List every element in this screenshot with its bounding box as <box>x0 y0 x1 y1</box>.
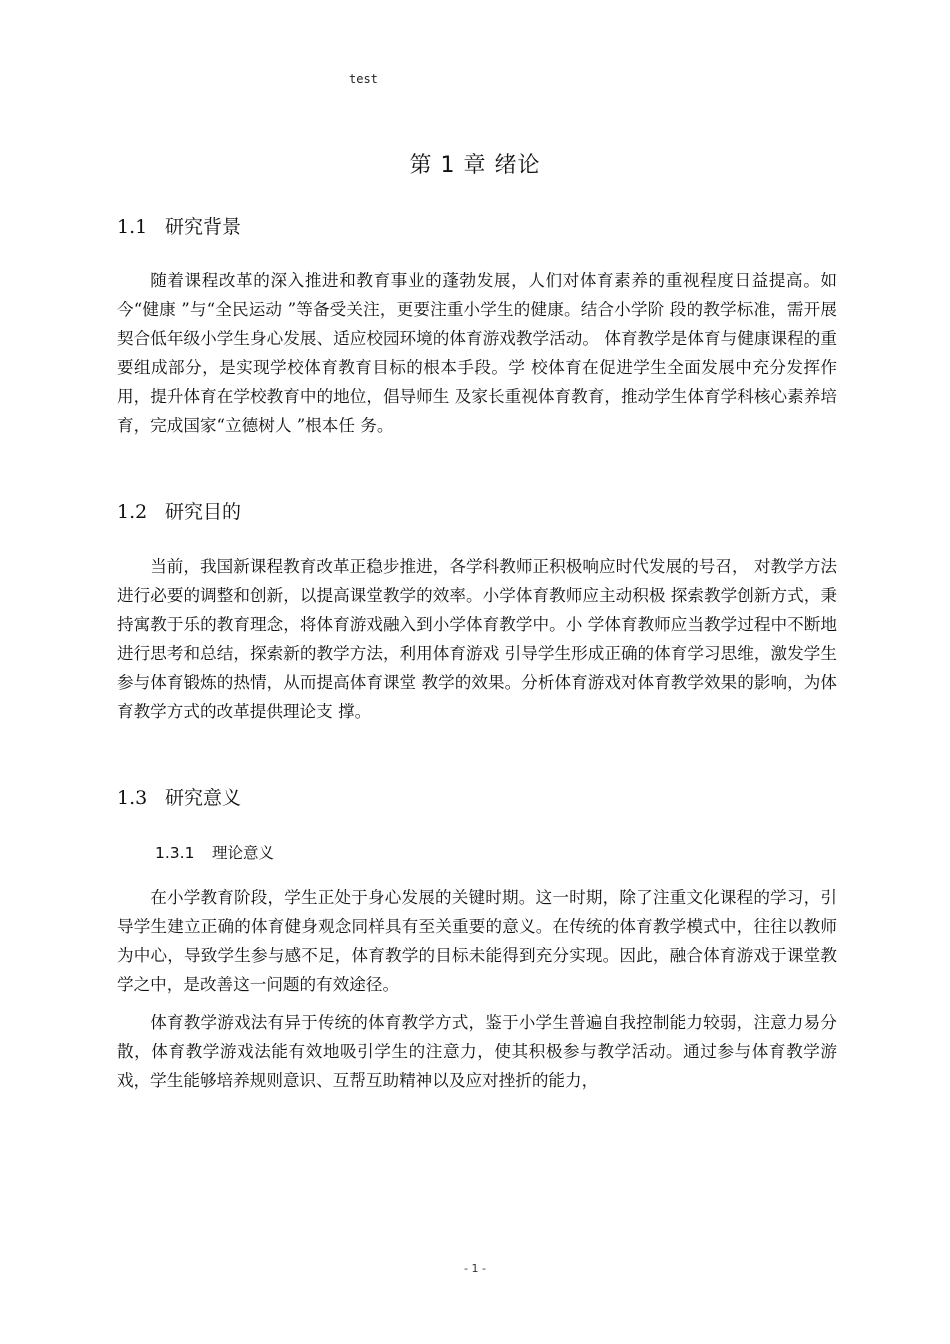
section-title: 研究目的 <box>165 501 242 523</box>
chapter-title: 第 1 章 绪论 <box>409 153 541 178</box>
page-number: - 1 - <box>464 1262 486 1275</box>
section-title: 研究意义 <box>165 787 242 809</box>
section-heading-background <box>117 212 241 239</box>
subsection-heading-theory <box>155 841 274 863</box>
paragraph-purpose: 当前，我国新课程教育改革正稳步推进，各学科教师正积极响应时代发展的号召， 对教学方法进行必要的调整和创新，以提高课堂教学的效率。小学体育教师应主动积极 探索教学创新方式，秉持寓教于乐的教育理念，将体育游戏融入到小学体育教学中。小 学体育教师应当教学过程中不断地进行思考和总结，探索新的教学方法，利用体育游戏 引导学生形成正确的体育学习思维，激发学生参与体育锻炼的热情，从而提高体育课堂 教学的效果。分析体育游戏对体育教学效果的影响，为体育教学方式的改革提供理论支 撑。 <box>117 557 837 721</box>
header-mark: test <box>349 72 378 86</box>
paragraph-theory-2: 体育教学游戏法有异于传统的体育教学方式，鉴于小学生普遍自我控制能力较弱，注意力易分散，体育教学游戏法能有效地吸引学生的注意力，使其积极参与教学活动。通过参与体育教学游戏，学生能够培养规则意识、互帮互助精神以及应对挫折的能力， <box>117 1013 837 1090</box>
subsection-number: 1.3.1 <box>155 844 195 862</box>
paragraph-background: 随着课程改革的深入推进和教育事业的蓬勃发展，人们对体育素养的重视程度日益提高。如今“健康 ”与“全民运动 ”等备受关注，更要注重小学生的健康。结合小学阶 段的教学标准，需开展契合低年级小学生身心发展、适应校园环境的体育游戏教学活动。 体育教学是体育与健康课程的重要组成部分，是实现学校体育教育目标的根本手段。学 校体育在促进学生全面发展中充分发挥作用，提升体育在学校教育中的地位，倡导师生 及家长重视体育教育，推动学生体育学科核心素养培育，完成国家“立德树人 ”根本任 务。 <box>117 271 837 435</box>
section-heading-purpose <box>117 497 241 524</box>
paragraph-theory-1: 在小学教育阶段，学生正处于身心发展的关键时期。这一时期，除了注重文化课程的学习，引导学生建立正确的体育健身观念同样具有至关重要的意义。在传统的体育教学模式中，往往以教师为中心，导致学生参与感不足，体育教学的目标未能得到充分实现。因此，融合体育游戏于课堂教学之中，是改善这一问题的有效途径。 <box>117 888 837 994</box>
section-title: 研究背景 <box>165 216 242 238</box>
section-number: 1.1 <box>117 216 148 238</box>
section-number: 1.2 <box>117 501 148 523</box>
section-heading-significance <box>117 783 241 810</box>
section-number: 1.3 <box>117 787 148 809</box>
subsection-title: 理论意义 <box>212 844 275 862</box>
